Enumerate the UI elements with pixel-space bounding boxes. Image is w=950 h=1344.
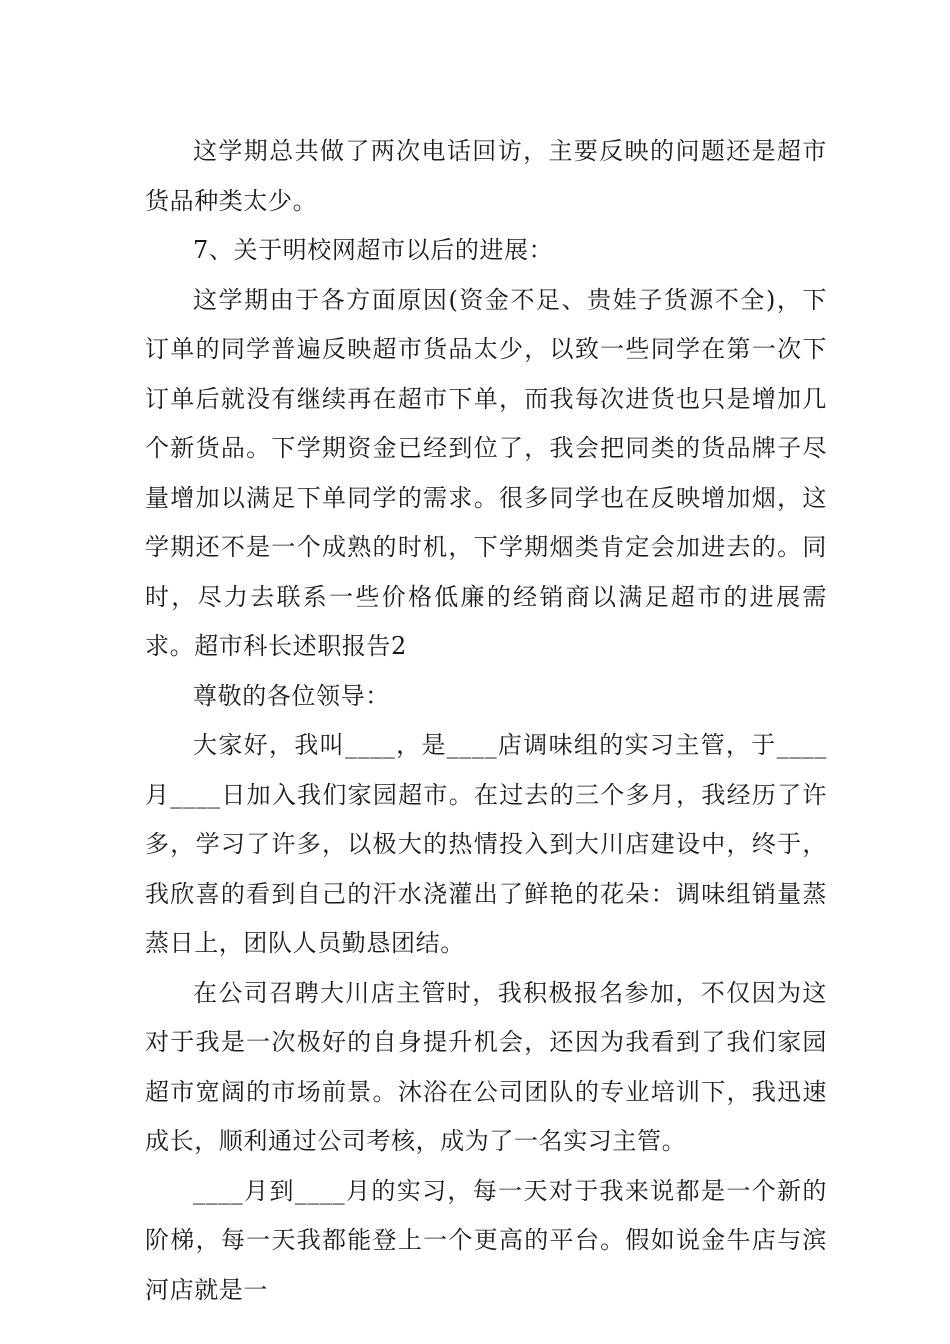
paragraph-introduction: 大家好，我叫____，是____店调味组的实习主管，于____月____日加入我们家园超市。在过去的三个多月，我经历了许多，学习了许多，以极大的热情投入到大川店建设中，终于，我欣喜的看到自己的汗水浇灌出了鲜艳的花朵：调味组销量蒸蒸日上，团队人员勤恳团结。 bbox=[145, 731, 827, 957]
paragraph-phone-followup: 这学期总共做了两次电话回访，主要反映的问题还是超市货品种类太少。 bbox=[145, 137, 827, 215]
document-body bbox=[145, 127, 827, 1315]
paragraph-internship: ____月到____月的实习，每一天对于我来说都是一个新的阶梯，每一天我都能登上一个更高的平台。假如说金牛店与滨河店就是一 bbox=[145, 1176, 827, 1304]
paragraph-future-plan: 这学期由于各方面原因(资金不足、贵娃子货源不全)，下订单的同学普遍反映超市货品太少，以致一些同学在第一次下订单后就没有继续再在超市下单，而我每次进货也只是增加几个新货品。下学期资金已经到位了，我会把同类的货品牌子尽量增加以满足下单同学的需求。很多同学也在反映增加烟，这学期还不是一个成熟的时机，下学期烟类肯定会加进去的。同时，尽力去联系一些价格低廉的经销商以满足超市的进展需求。超市科长述职报告2 bbox=[145, 285, 827, 660]
paragraph-heading-future: 7、关于明校网超市以后的进展： bbox=[193, 236, 554, 264]
paragraph-recruitment: 在公司召聘大川店主管时，我积极报名参加，不仅因为这对于我是一次极好的自身提升机会，还因为我看到了我们家园超市宽阔的市场前景。沐浴在公司团队的专业培训下，我迅速成长，顺利通过公司考核，成为了一名实习主管。 bbox=[145, 978, 827, 1155]
paragraph-salutation: 尊敬的各位领导： bbox=[193, 681, 390, 710]
